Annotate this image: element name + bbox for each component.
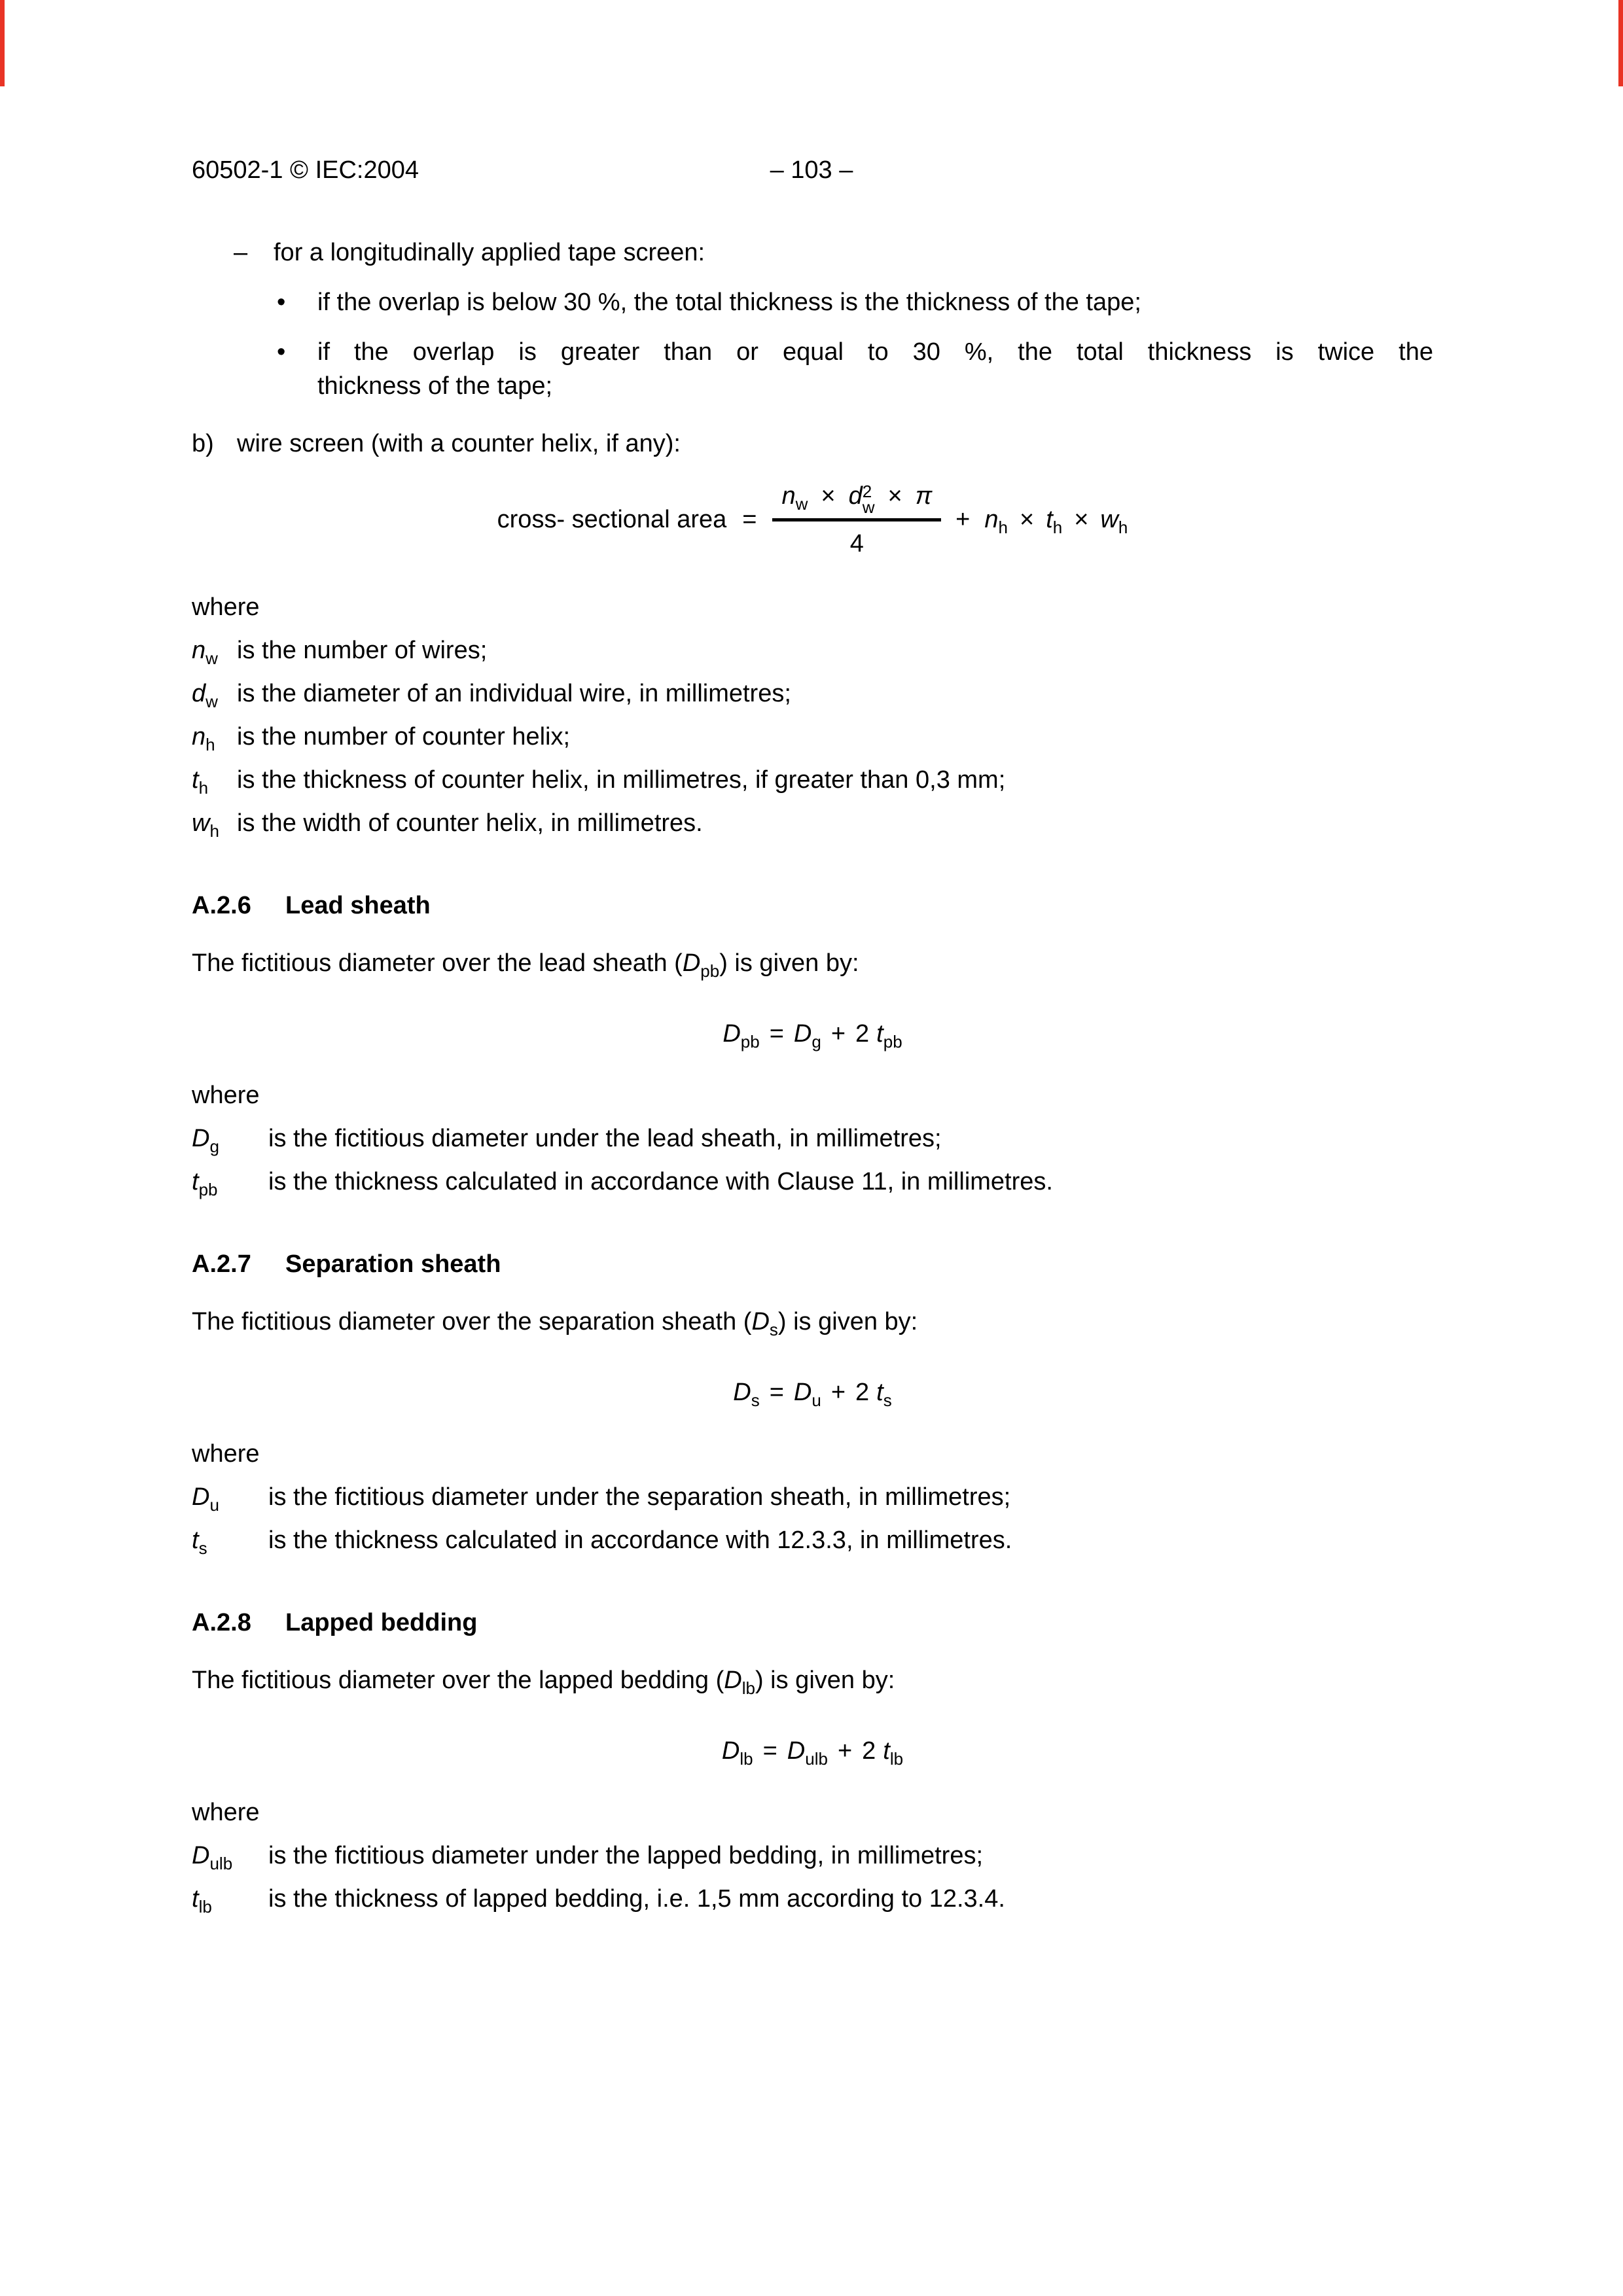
bullet-text-line2: thickness of the tape; bbox=[317, 372, 553, 400]
bullet-text-line1: if the overlap is greater than or equal to 30 %, the total thickness is twice the bbox=[317, 338, 1433, 366]
definition-row bbox=[192, 1165, 1433, 1199]
list-label-b: b) bbox=[192, 430, 214, 457]
bullet-text bbox=[317, 335, 1433, 403]
section-heading-a26 bbox=[192, 889, 1433, 923]
bullet-marker: • bbox=[277, 338, 286, 366]
document-reference: 60502-1 © IEC:2004 bbox=[192, 156, 419, 184]
equals-sign: = bbox=[769, 1020, 784, 1048]
list-item-text: for a longitudinally applied tape screen: bbox=[274, 239, 705, 266]
formula-lhs: cross- sectional area bbox=[497, 506, 727, 533]
bullet-text: if the overlap is below 30 %, the total thickness is the thickness of the tape; bbox=[317, 289, 1141, 316]
multiply-sign: × bbox=[821, 482, 836, 510]
variable-dpb: $D_{pb}$ bbox=[682, 949, 720, 981]
list-item-tape-screen bbox=[192, 236, 1433, 270]
multiply-sign: × bbox=[1074, 506, 1089, 533]
definition-text: is the fictitious diameter under the lead sheath, in millimetres; bbox=[268, 1125, 942, 1152]
red-scan-mark-right bbox=[1618, 0, 1623, 86]
definition-row bbox=[192, 806, 1433, 840]
bullet-item-overlap-above bbox=[192, 335, 1433, 403]
separation-sheath-formula: $D_s$ = $D_u$ + 2 $t_s$ bbox=[192, 1375, 1433, 1409]
section-title: Separation sheath bbox=[285, 1250, 501, 1278]
definition-row bbox=[192, 1523, 1433, 1557]
coefficient: 2 bbox=[855, 1020, 870, 1048]
definition-text: is the fictitious diameter under the separation sheath, in millimetres; bbox=[268, 1483, 1011, 1511]
definition-row bbox=[192, 1480, 1433, 1514]
section-paragraph: The fictitious diameter over the lead sheath $(D_{pb})$ is given by: bbox=[192, 949, 859, 981]
plus-sign: + bbox=[955, 506, 971, 533]
definition-row bbox=[192, 1839, 1433, 1873]
where-label: where bbox=[192, 593, 260, 621]
variable-nh: $n_h$ bbox=[984, 506, 1008, 537]
list-item-wire-screen bbox=[192, 427, 1433, 461]
symbol: $D_u$ bbox=[192, 1483, 219, 1515]
definition-row bbox=[192, 1882, 1433, 1916]
definition-text: is the thickness of counter helix, in millimetres, if greater than 0,3 mm; bbox=[237, 766, 1006, 794]
definition-text: is the width of counter helix, in millimetres. bbox=[237, 809, 703, 837]
symbol: $t_{lb}$ bbox=[192, 1885, 212, 1916]
symbol: $t_{pb}$ bbox=[192, 1168, 218, 1199]
definition-row bbox=[192, 1122, 1433, 1156]
section-number: A.2.7 bbox=[192, 1250, 251, 1278]
bullet-marker: • bbox=[277, 289, 286, 316]
equals-sign: = bbox=[742, 506, 757, 533]
symbol: $D_{ulb}$ bbox=[192, 1842, 233, 1873]
definition-row bbox=[192, 677, 1433, 711]
definition-text: is the number of counter helix; bbox=[237, 723, 571, 751]
variable-wh: $w_h$ bbox=[1100, 506, 1128, 537]
definition-text: is the diameter of an individual wire, in millimetres; bbox=[237, 680, 791, 707]
wire-screen-area-formula bbox=[192, 467, 1433, 572]
section-paragraph: The fictitious diameter over the separation sheath $(D_s)$ is given by: bbox=[192, 1308, 918, 1339]
red-scan-mark-left bbox=[0, 0, 5, 86]
where-label: where bbox=[192, 1799, 260, 1826]
page-number: – 103 – bbox=[770, 156, 853, 184]
symbol: $t_s$ bbox=[192, 1527, 207, 1558]
bullet-item-overlap-below bbox=[192, 285, 1433, 319]
lead-sheath-formula: $D_{pb}$ = $D_g$ + 2 $t_{pb}$ bbox=[192, 1017, 1433, 1051]
symbol: $d_w$ bbox=[192, 680, 218, 711]
where-label: where bbox=[192, 1440, 260, 1468]
pi-symbol: π bbox=[915, 482, 933, 510]
section-heading-a27 bbox=[192, 1247, 1433, 1281]
definition-row bbox=[192, 720, 1433, 754]
list-item-text: wire screen (with a counter helix, if any): bbox=[237, 430, 681, 457]
coefficient: 2 bbox=[862, 1737, 876, 1765]
equals-sign: = bbox=[769, 1379, 784, 1406]
variable-th: $t_h$ bbox=[1046, 506, 1063, 537]
section-number: A.2.6 bbox=[192, 892, 251, 919]
fraction bbox=[772, 479, 941, 561]
equals-sign: = bbox=[762, 1737, 777, 1765]
section-paragraph: The fictitious diameter over the lapped bedding $(D_{lb})$ is given by: bbox=[192, 1667, 895, 1698]
symbol: $n_w$ bbox=[192, 637, 218, 668]
plus-sign: + bbox=[830, 1379, 846, 1406]
definition-row bbox=[192, 633, 1433, 667]
symbol: $n_h$ bbox=[192, 723, 215, 754]
section-heading-a28 bbox=[192, 1606, 1433, 1640]
definition-text: is the fictitious diameter under the lapped bedding, in millimetres; bbox=[268, 1842, 984, 1869]
symbol: $D_g$ bbox=[192, 1125, 219, 1156]
multiply-sign: × bbox=[887, 482, 902, 510]
variable-dlb: $D_{lb}$ bbox=[724, 1667, 755, 1698]
coefficient: 2 bbox=[855, 1379, 870, 1406]
section-title: Lapped bedding bbox=[285, 1609, 478, 1636]
dash-marker: – bbox=[234, 239, 248, 266]
definition-text: is the number of wires; bbox=[237, 637, 488, 664]
page-body bbox=[192, 236, 1433, 1916]
plus-sign: + bbox=[837, 1737, 853, 1765]
definition-text: is the thickness calculated in accordance with 12.3.3, in millimetres. bbox=[268, 1527, 1012, 1554]
section-number: A.2.8 bbox=[192, 1609, 251, 1636]
definition-text: is the thickness of lapped bedding, i.e. 1,5 mm according to 12.3.4. bbox=[268, 1885, 1005, 1913]
section-title: Lead sheath bbox=[285, 892, 431, 919]
fraction-denominator: 4 bbox=[772, 518, 941, 561]
symbol: $t_h$ bbox=[192, 766, 209, 798]
fraction-numerator: $n_w \times d$ 2 w × π bbox=[781, 482, 933, 518]
page-header bbox=[0, 153, 1623, 187]
variable-ds: $D_s$ bbox=[751, 1308, 778, 1339]
definition-text: is the thickness calculated in accordance with Clause 11, in millimetres. bbox=[268, 1168, 1053, 1195]
multiply-sign: × bbox=[1019, 506, 1035, 533]
where-label: where bbox=[192, 1082, 260, 1109]
lapped-bedding-formula: $D_{lb}$ = $D_{ulb}$ + 2 $t_{lb}$ bbox=[192, 1734, 1433, 1768]
definition-row bbox=[192, 763, 1433, 797]
plus-sign: + bbox=[830, 1020, 846, 1048]
symbol: $w_h$ bbox=[192, 809, 219, 841]
